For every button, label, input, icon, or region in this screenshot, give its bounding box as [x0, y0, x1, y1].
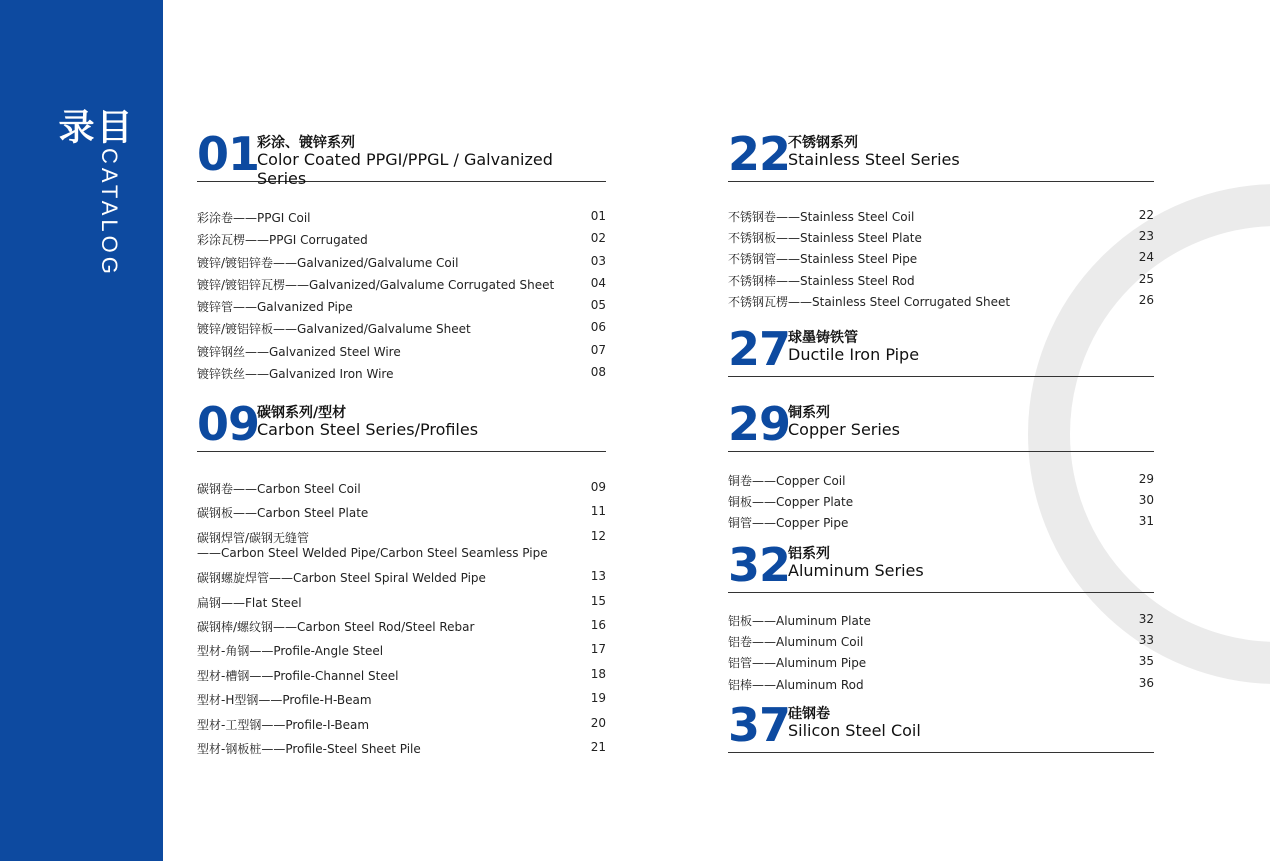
item-page-number: 05 — [590, 298, 606, 313]
section-32 — [728, 538, 1154, 697]
section-37 — [728, 698, 1154, 753]
item-label: 不锈钢板——Stainless Steel Plate — [728, 231, 922, 246]
item-label: 碳钢棒/螺纹钢——Carbon Steel Rod/Steel Rebar — [197, 619, 475, 634]
section-title-zh: 铝系列 — [788, 546, 830, 562]
item-list — [728, 612, 1154, 697]
catalog-item — [197, 231, 606, 253]
catalog-title-zh: 目录 — [53, 108, 132, 148]
section-01 — [197, 127, 606, 387]
catalog-item — [197, 209, 606, 231]
section-title-zh: 硅钢卷 — [788, 706, 830, 722]
catalog-item — [197, 667, 606, 691]
catalog-title-en: CATALOG — [97, 148, 122, 278]
item-page-number: 21 — [590, 739, 606, 754]
catalog-item — [197, 320, 606, 342]
item-label: 不锈钢卷——Stainless Steel Coil — [728, 210, 915, 224]
section-header — [728, 322, 1154, 377]
item-page-number: 22 — [1138, 208, 1154, 222]
section-title-zh: 不锈钢系列 — [788, 135, 858, 151]
section-title-en: Color Coated PPGI/PPGL / Galvanized Series — [257, 150, 553, 188]
item-page-number: 30 — [1138, 493, 1154, 508]
catalog-item — [197, 569, 606, 593]
section-29 — [728, 397, 1154, 536]
section-title-zh: 球墨铸铁管 — [788, 330, 858, 346]
item-label: 镀锌/镀铝锌板——Galvanized/Galvalume Sheet — [197, 322, 471, 337]
catalog-item — [728, 633, 1154, 654]
catalog-item — [728, 208, 1154, 229]
item-label: 铜卷——Copper Coil — [728, 474, 846, 488]
section-header — [197, 127, 606, 188]
item-label-continued: ——Carbon Steel Welded Pipe/Carbon Steel Seamless Pipe — [197, 545, 548, 560]
item-label: 型材-H型钢——Profile-H-Beam — [197, 693, 372, 708]
item-label: 铝板——Aluminum Plate — [728, 614, 871, 628]
item-label: 型材-角钢——Profile-Angle Steel — [197, 644, 384, 659]
catalog-item — [728, 272, 1154, 293]
sidebar — [0, 0, 163, 861]
catalog-item — [197, 642, 606, 666]
item-label: 镀锌/镀铝锌卷——Galvanized/Galvalume Coil — [197, 255, 459, 270]
catalog-item — [728, 229, 1154, 250]
catalog-item — [197, 716, 606, 740]
catalog-item — [197, 365, 606, 387]
item-label: 彩涂瓦楞——PPGI Corrugated — [197, 233, 368, 248]
section-27 — [728, 322, 1154, 377]
item-page-number: 03 — [590, 253, 606, 268]
item-page-number: 17 — [590, 642, 606, 657]
item-page-number: 23 — [1138, 229, 1154, 244]
section-title-en: Copper Series — [788, 420, 900, 439]
catalog-item — [728, 250, 1154, 271]
section-22 — [728, 127, 1154, 314]
section-header — [728, 538, 1154, 593]
item-page-number: 31 — [1138, 514, 1154, 529]
section-title-en: Stainless Steel Series — [788, 150, 960, 169]
item-label: 碳钢焊管/碳钢无缝管 — [197, 530, 310, 545]
section-number: 09 — [197, 397, 260, 451]
item-page-number: 12 — [590, 528, 606, 543]
item-list — [728, 472, 1154, 536]
item-page-number: 06 — [590, 320, 606, 335]
item-label: 彩涂卷——PPGI Coil — [197, 211, 311, 225]
item-label: 铝卷——Aluminum Coil — [728, 635, 864, 650]
item-page-number: 15 — [590, 593, 606, 608]
item-label: 镀锌管——Galvanized Pipe — [197, 300, 353, 315]
section-number: 27 — [728, 322, 791, 376]
item-page-number: 16 — [590, 617, 606, 632]
section-number: 32 — [728, 538, 791, 592]
item-page-number: 35 — [1138, 654, 1154, 669]
item-label: 铝管——Aluminum Pipe — [728, 656, 867, 671]
item-page-number: 04 — [590, 275, 606, 290]
item-page-number: 08 — [590, 365, 606, 380]
section-title-en: Carbon Steel Series/Profiles — [257, 420, 479, 439]
catalog-item — [728, 472, 1154, 493]
section-header — [728, 127, 1154, 182]
item-page-number: 26 — [1138, 292, 1154, 307]
section-title-zh: 彩涂、镀锌系列 — [257, 135, 355, 151]
catalog-item — [197, 343, 606, 365]
item-page-number: 11 — [590, 504, 606, 519]
item-label: 碳钢卷——Carbon Steel Coil — [197, 482, 361, 496]
section-number: 22 — [728, 127, 791, 181]
catalog-item — [197, 594, 606, 618]
item-label: 铜板——Copper Plate — [728, 495, 854, 510]
section-title-en: Ductile Iron Pipe — [788, 345, 920, 364]
item-label: 铜管——Copper Pipe — [728, 516, 849, 531]
catalog-item — [197, 276, 606, 298]
section-title-en: Silicon Steel Coil — [788, 721, 921, 740]
item-label: 型材-钢板桩——Profile-Steel Sheet Pile — [197, 741, 421, 756]
catalog-item — [728, 612, 1154, 633]
section-number: 29 — [728, 397, 791, 451]
item-label: 碳钢板——Carbon Steel Plate — [197, 506, 369, 521]
catalog-item — [728, 676, 1154, 697]
item-label: 不锈钢瓦楞——Stainless Steel Corrugated Sheet — [728, 294, 1011, 309]
catalog-item — [197, 254, 606, 276]
item-page-number: 29 — [1138, 472, 1154, 486]
item-list — [728, 208, 1154, 314]
item-page-number: 01 — [590, 209, 606, 223]
item-label: 铝棒——Aluminum Rod — [728, 677, 864, 692]
section-number: 37 — [728, 698, 791, 752]
catalog-item — [197, 504, 606, 528]
section-header — [728, 698, 1154, 753]
item-page-number: 09 — [590, 480, 606, 494]
catalog-item — [197, 691, 606, 715]
section-header — [728, 397, 1154, 452]
catalog-title — [53, 108, 132, 278]
catalog-item — [728, 293, 1154, 314]
item-label: 型材-槽钢——Profile-Channel Steel — [197, 668, 399, 683]
catalog-item — [728, 514, 1154, 535]
item-page-number: 20 — [590, 715, 606, 730]
catalog-item — [197, 298, 606, 320]
item-list — [197, 480, 606, 764]
item-page-number: 33 — [1138, 633, 1154, 648]
item-page-number: 02 — [590, 231, 606, 246]
catalog-item — [197, 740, 606, 764]
catalog-item — [197, 529, 606, 569]
item-page-number: 18 — [590, 666, 606, 681]
item-label: 镀锌铁丝——Galvanized Iron Wire — [197, 367, 394, 382]
item-page-number: 25 — [1138, 271, 1154, 286]
catalog-item — [197, 480, 606, 504]
item-page-number: 24 — [1138, 250, 1154, 265]
section-title-zh: 碳钢系列/型材 — [257, 405, 347, 421]
item-page-number: 13 — [590, 569, 606, 584]
item-page-number: 36 — [1138, 675, 1154, 690]
section-number: 01 — [197, 127, 260, 181]
section-title-en: Aluminum Series — [788, 561, 924, 580]
item-page-number: 32 — [1138, 612, 1154, 626]
item-page-number: 07 — [590, 342, 606, 357]
item-page-number: 19 — [590, 691, 606, 706]
catalog-item — [197, 618, 606, 642]
catalog-item — [728, 493, 1154, 514]
item-label: 碳钢螺旋焊管——Carbon Steel Spiral Welded Pipe — [197, 571, 486, 586]
item-label: 镀锌/镀铝锌瓦楞——Galvanized/Galvalume Corrugated Sheet — [197, 277, 555, 292]
item-label: 镀锌钢丝——Galvanized Steel Wire — [197, 344, 401, 359]
section-09 — [197, 397, 606, 764]
item-label: 扁钢——Flat Steel — [197, 595, 302, 610]
item-label: 不锈钢管——Stainless Steel Pipe — [728, 252, 918, 267]
catalog-item — [728, 654, 1154, 675]
item-list — [197, 209, 606, 387]
section-header — [197, 397, 606, 452]
item-label: 不锈钢棒——Stainless Steel Rod — [728, 273, 915, 288]
item-label: 型材-工型钢——Profile-I-Beam — [197, 717, 370, 732]
section-title-zh: 铜系列 — [788, 405, 830, 421]
